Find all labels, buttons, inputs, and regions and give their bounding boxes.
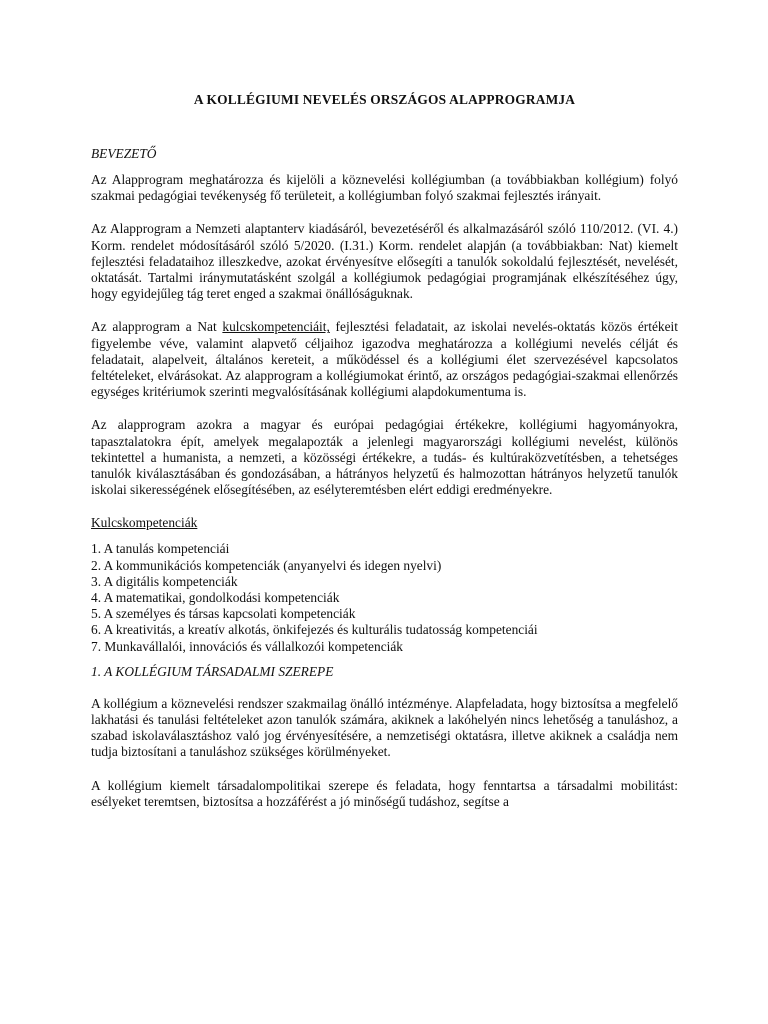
list-item: 5. A személyes és társas kapcsolati kompetenciák [91, 606, 356, 622]
list-item: 4. A matematikai, gondolkodási kompetenciák [91, 590, 340, 606]
paragraph-3 [91, 319, 678, 400]
list-item: 6. A kreativitás, a kreatív alkotás, önkifejezés és kulturális tudatosság kompetenciái [91, 622, 538, 638]
paragraph-5: A kollégium a köznevelési rendszer szakmailag önálló intézménye. Alapfeladata, hogy biztosítsa a megfelelő lakhatási és tanulási feltételeket azon tanulók számára, akiknek a lakóhelyén nincs lehetőség a tanuláshoz, a szabad iskolaválasztáshoz való jog érvényesítésére, a nemzetiségi oktatásra, illetve akiknek a családja nem tudja biztosítani a tanuláshoz szükséges körülményeket. [91, 695, 678, 760]
paragraph-3-rest: fejlesztési feladatait, az iskolai nevelés-oktatás közös értékeit figyelembe véve, valamint alapvető céljaihoz igazodva meghatározza a kollégiumi nevelés célját és feladatait, alapelveit, általános kereteit, a működéssel és a kollégiumi élet szervezésével kapcsolatos feltételeket, elvárásokat. Az alapprogram a kollégiumokat érintő, az országos pedagógiai-szakmai ellenőrzés egységes kritériumok szerinti megvalósításának kollégiumi alapdokumentuma is. [91, 319, 678, 400]
competencies-list [91, 541, 678, 654]
list-item: 7. Munkavállalói, innovációs és vállalkozói kompetenciák [91, 638, 403, 654]
document-page [91, 92, 678, 827]
paragraph-6: A kollégium kiemelt társadalompolitikai szerepe és feladata, hogy fenntartsa a társadalmi mobilitást: esélyeket teremtsen, biztosítsa a hozzáférést a jó minőségű tudáshoz, segítse a [91, 777, 678, 809]
section-1-heading: 1. A KOLLÉGIUM TÁRSADALMI SZEREPE [91, 663, 334, 679]
list-item: 2. A kommunikációs kompetenciák (anyanyelvi és idegen nyelvi) [91, 557, 442, 573]
paragraph-3-start: Az alapprogram a Nat [91, 319, 223, 335]
list-item: 1. A tanulás kompetenciái [91, 541, 230, 557]
intro-heading: BEVEZETŐ [91, 146, 157, 161]
kulcskompetenciak-link[interactable]: kulcskompetenciáit, [222, 319, 330, 335]
competencies-heading: Kulcskompetenciák [91, 515, 198, 531]
paragraph-1: Az Alapprogram meghatározza és kijelöli a köznevelési kollégiumban (a továbbiakban kollégium) folyó szakmai pedagógiai tevékenység fő területeit, a kollégiumban folyó szakmai fejlesztés irányait. [91, 172, 678, 204]
document-title: A KOLLÉGIUMI NEVELÉS ORSZÁGOS ALAPPROGRAMJA [193, 92, 576, 107]
list-item: 3. A digitális kompetenciák [91, 573, 238, 589]
paragraph-2: Az Alapprogram a Nemzeti alaptanterv kiadásáról, bevezetéséről és alkalmazásáról szóló 110/2012. (VI. 4.) Korm. rendelet módosításáról szóló 5/2020. (I.31.) Korm. rendelet alapján (a továbbiakban: Nat) kiemelt fejlesztési feladataihoz illeszkedve, azokat érvényesítve elősegíti a tanulók sokoldalú fejlesztését, nevelését, oktatását. Tartalmi iránymutatásként szolgál a kollégiumok pedagógiai programjának elkészítéséhez úgy, hogy egyidejűleg tág teret enged a szakmai önállóságuknak. [91, 221, 678, 302]
paragraph-4: Az alapprogram azokra a magyar és európai pedagógiai értékekre, kollégiumi hagyományokra, tapasztalatokra épít, amelyek megalapozták a jelenlegi magyarországi kollégiumi nevelést, különös tekintettel a humanista, a nemzeti, a közösségi értékekre, a tudás- és kultúraközvetítésben, a tehetséges tanulók kiválasztásában és gondozásában, a hátrányos helyzetű és halmozottan hátrányos helyzetű tanulók iskolai sikerességének elősegítésében, az esélyteremtésben elért eddigi eredményekre. [91, 417, 678, 498]
